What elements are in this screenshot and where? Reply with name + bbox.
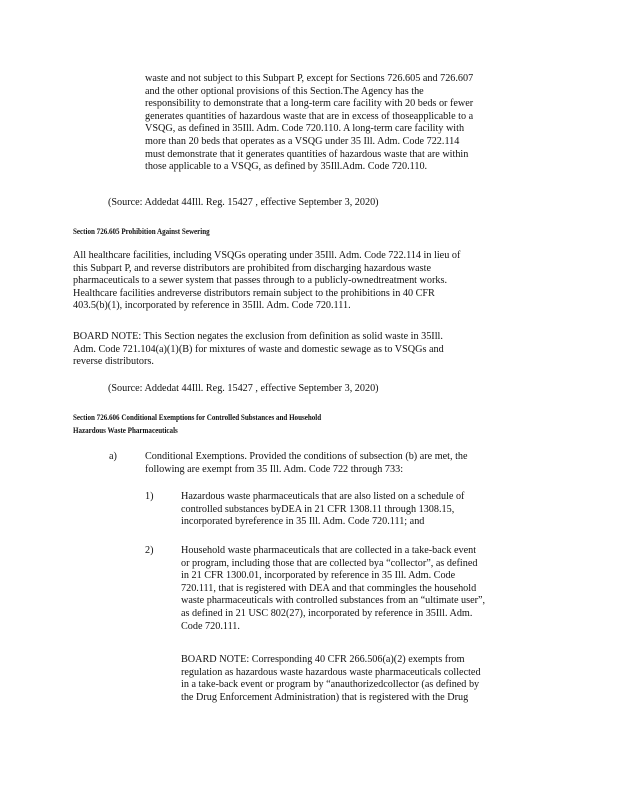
source-note-1: (Source: Addedat 44Ill. Reg. 15427 , effective September 3, 2020) <box>108 197 379 208</box>
text-line: in 21 CFR 1300.01, incorporated by reference in 35 Ill. Adm. Code <box>181 570 456 582</box>
section-726-605-board-note <box>73 331 533 369</box>
text-line: and the other optional provisions of this Section.The Agency has the <box>145 85 424 97</box>
section-726-605-heading: Section 726.605 Prohibition Against Sewering <box>73 226 210 236</box>
text-line: as defined in 21 USC 802(27), incorporated by reference in 35Ill. Adm. <box>181 607 473 619</box>
text-line: following are exempt from 35 Ill. Adm. Code 722 through 733: <box>145 463 404 475</box>
item-a-label: a) <box>109 451 117 462</box>
source-note-2: (Source: Addedat 44Ill. Reg. 15427 , effective September 3, 2020) <box>108 383 379 394</box>
text-line: the Drug Enforcement Administration) that is registered with the Drug <box>181 691 469 703</box>
text-line: Household waste pharmaceuticals that are collected in a take-back event <box>181 545 477 556</box>
text-line: VSQG, as defined in 35Ill. Adm. Code 720.110. A long-term care facility with <box>145 123 465 135</box>
intro-paragraph <box>145 73 533 174</box>
text-line: pharmaceuticals to a sewer system that passes through to a publicly-ownedtreatment works. <box>73 275 448 287</box>
text-line: responsibility to demonstrate that a long-term care facility with 20 beds or fewer <box>145 98 474 110</box>
text-line: in a take-back event or program by “anauthorizedcollector (as defined by <box>181 679 480 691</box>
text-line: All healthcare facilities, including VSQGs operating under 35Ill. Adm. Code 722.114 in lieu of <box>73 250 461 261</box>
text-line: more than 20 beds that operates as a VSQG under 35 Ill. Adm. Code 722.114 <box>145 135 460 147</box>
text-line: waste and not subject to this Subpart P, except for Sections 726.605 and 726.607 <box>145 73 474 84</box>
item-2-label: 2) <box>145 545 154 556</box>
text-line: must demonstrate that it generates quantities of hazardous waste that are within <box>145 148 469 160</box>
text-line: Code 720.111. <box>181 620 240 632</box>
item-1-label: 1) <box>145 491 154 502</box>
text-line: incorporated byreference in 35 Ill. Adm. Code 720.111; and <box>181 516 425 528</box>
section-726-606-heading-cont: Hazardous Waste Pharmaceuticals <box>73 425 178 435</box>
text-line: 403.5(b)(1), incorporated by reference in 35Ill. Adm. Code 720.111. <box>73 300 351 312</box>
text-line: 720.111, that is registered with DEA and that commingles the household <box>181 582 477 594</box>
item-1-text <box>181 491 526 529</box>
text-line: reverse distributors. <box>73 356 154 368</box>
text-line: controlled substances byDEA in 21 CFR 1308.11 through 1308.15, <box>181 503 455 515</box>
text-line: those applicable to a VSQG, as defined by 35Ill.Adm. Code 720.110. <box>145 161 428 173</box>
text-line: Adm. Code 721.104(a)(1)(B) for mixtures of waste and domestic sewage as to VSQGs and <box>73 343 444 355</box>
text-line: waste pharmaceuticals with controlled substances from an “ultimate user”, <box>181 595 486 607</box>
item-2-board-note <box>181 654 533 704</box>
text-line: BOARD NOTE: Corresponding 40 CFR 266.506(a)(2) exempts from <box>181 654 465 665</box>
text-line: or program, including those that are collected bya “collector”, as defined <box>181 557 478 569</box>
text-line: BOARD NOTE: This Section negates the exclusion from definition as solid waste in 35Ill. <box>73 331 443 342</box>
section-726-606-heading: Section 726.606 Conditional Exemptions for Controlled Substances and Household <box>73 412 322 422</box>
text-line: generates quantities of hazardous waste that are in excess of thoseapplicable to a <box>145 110 474 122</box>
text-line: Healthcare facilities andreverse distributors remain subject to the prohibitions in 40 CFR <box>73 287 435 299</box>
text-line: Conditional Exemptions. Provided the conditions of subsection (b) are met, the <box>145 451 468 462</box>
section-726-605-paragraph <box>73 250 533 313</box>
text-line: regulation as hazardous waste hazardous waste pharmaceuticals collected <box>181 666 481 678</box>
item-a-text <box>145 451 525 476</box>
text-line: Hazardous waste pharmaceuticals that are also listed on a schedule of <box>181 491 465 502</box>
text-line: this Subpart P, and reverse distributors are prohibited from discharging hazardous waste <box>73 262 431 274</box>
item-2-text <box>181 545 526 633</box>
